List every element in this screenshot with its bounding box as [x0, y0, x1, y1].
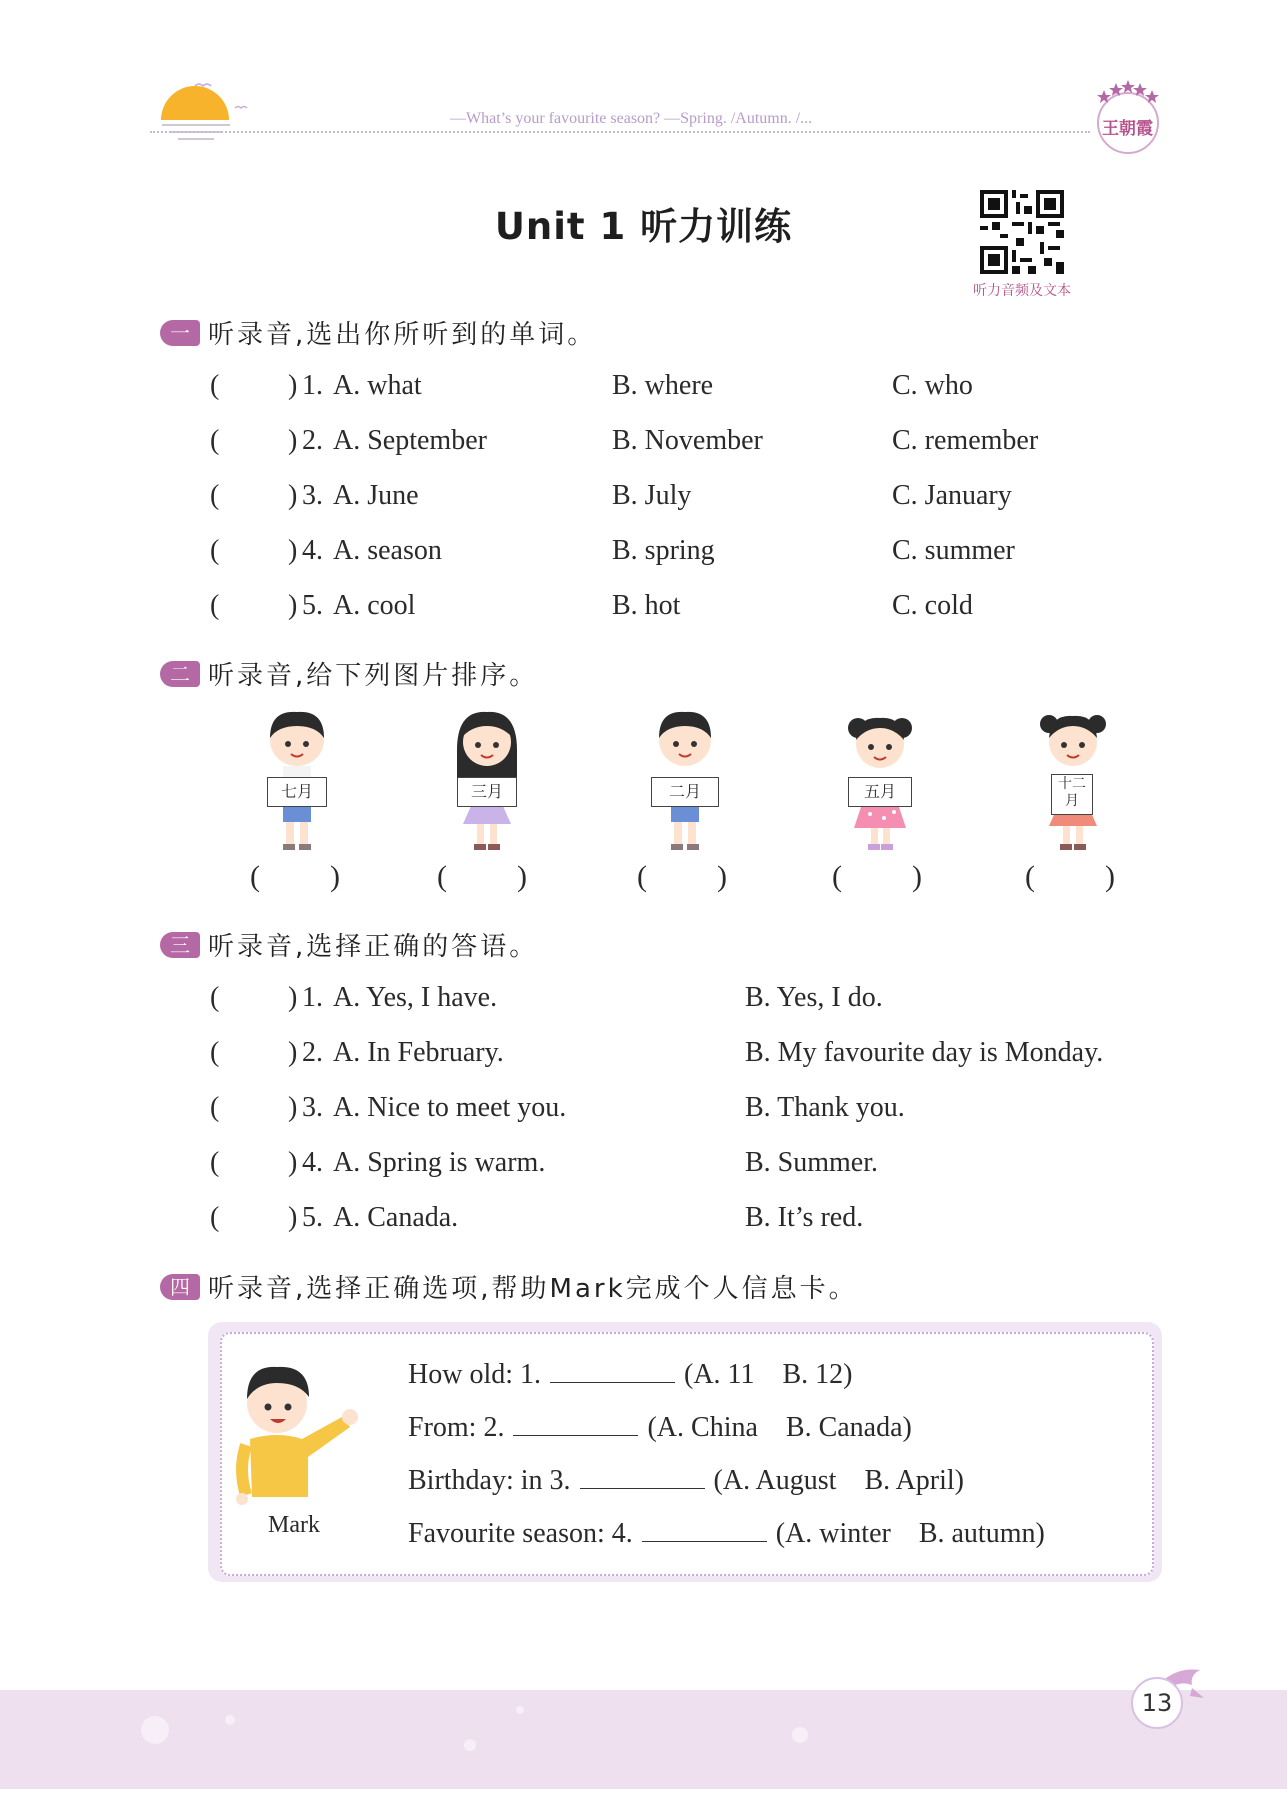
question-number: 5.: [302, 590, 323, 621]
order-paren-close: ): [330, 860, 340, 893]
running-header: —What’s your favourite season? —Spring. /Autumn. /...: [450, 110, 813, 127]
option-c: C. cold: [892, 590, 973, 621]
info-row-from: [408, 1411, 912, 1444]
section-2-badge: 二: [160, 661, 200, 687]
answer-paren-open[interactable]: (: [210, 1147, 220, 1178]
answer-blank[interactable]: [550, 1358, 675, 1383]
option-b: B. Yes, I do.: [745, 982, 883, 1013]
answer-paren-open[interactable]: (: [210, 1202, 220, 1233]
answer-paren-open[interactable]: (: [210, 480, 220, 511]
info-row-age: [408, 1358, 853, 1391]
month-sign: 二月: [651, 777, 719, 807]
option-b: B. spring: [612, 535, 715, 566]
option-a: A. June: [333, 480, 419, 511]
info-options: (A. winter B. autumn): [775, 1518, 1045, 1549]
section-1-instruction: 听录音,选出你所听到的单词。: [208, 320, 597, 350]
option-b: B. Thank you.: [745, 1092, 905, 1123]
info-row-birthday: [408, 1464, 964, 1497]
section-2-instruction: 听录音,给下列图片排序。: [208, 661, 539, 691]
option-b: B. My favourite day is Monday.: [745, 1037, 1104, 1068]
month-sign: 五月: [848, 777, 912, 807]
answer-paren-close: ): [288, 1202, 298, 1233]
answer-paren-close: ): [288, 1037, 298, 1068]
question-number: 4.: [302, 1147, 323, 1178]
info-options: (A. China B. Canada): [647, 1412, 912, 1443]
info-options: (A. August B. April): [713, 1465, 965, 1496]
brand-logo: [1088, 78, 1168, 158]
answer-paren-close: ): [288, 1092, 298, 1123]
option-c: C. January: [892, 480, 1012, 511]
picture-boy-february: [645, 710, 725, 864]
page-footer: [0, 1690, 1287, 1789]
option-c: C. summer: [892, 535, 1015, 566]
order-paren-open[interactable]: (: [637, 860, 647, 893]
order-paren-open[interactable]: (: [250, 860, 260, 893]
month-sign: 七月: [267, 777, 327, 807]
month-sign: 三月: [457, 777, 517, 807]
question-number: 2.: [302, 1037, 323, 1068]
answer-blank[interactable]: [642, 1517, 767, 1542]
option-a: A. Nice to meet you.: [333, 1092, 567, 1123]
option-c: C. remember: [892, 425, 1039, 456]
question-number: 5.: [302, 1202, 323, 1233]
info-label: Favourite season: 4.: [408, 1518, 633, 1549]
answer-paren-open[interactable]: (: [210, 1037, 220, 1068]
header-divider: [150, 131, 1090, 133]
option-a: A. Canada.: [333, 1202, 459, 1233]
section-4-instruction: 听录音,选择正确选项,帮助Mark完成个人信息卡。: [208, 1274, 858, 1304]
option-b: B. hot: [612, 590, 681, 621]
section-1-badge: 一: [160, 320, 200, 346]
month-sign: 十二月: [1051, 774, 1093, 815]
option-b: B. November: [612, 425, 763, 456]
option-b: B. Summer.: [745, 1147, 879, 1178]
answer-paren-close: ): [288, 480, 298, 511]
sunset-logo-icon: [150, 80, 260, 155]
mark-boy-waving-icon: [232, 1365, 362, 1505]
option-c: C. who: [892, 370, 973, 401]
mark-name-label: Mark: [268, 1512, 320, 1538]
order-paren-close: ): [912, 860, 922, 893]
order-paren-open[interactable]: (: [437, 860, 447, 893]
order-paren-open[interactable]: (: [832, 860, 842, 893]
answer-paren-close: ): [288, 982, 298, 1013]
answer-blank[interactable]: [580, 1464, 705, 1489]
option-a: A. September: [333, 425, 487, 456]
page-title: Unit 1 听力训练: [494, 205, 793, 248]
answer-paren-open[interactable]: (: [210, 982, 220, 1013]
answer-paren-open[interactable]: (: [210, 425, 220, 456]
option-a: A. what: [333, 370, 422, 401]
answer-paren-close: ): [288, 425, 298, 456]
bubble-decoration-icon: [0, 1690, 1287, 1789]
answer-paren-close: ): [288, 590, 298, 621]
answer-paren-open[interactable]: (: [210, 590, 220, 621]
option-a: A. cool: [333, 590, 416, 621]
brand-name: 王朝霞: [1102, 119, 1153, 139]
answer-paren-close: ): [288, 535, 298, 566]
qr-caption: 听力音频及文本: [973, 283, 1071, 299]
question-number: 1.: [302, 370, 323, 401]
option-a: A. In February.: [333, 1037, 504, 1068]
option-b: B. July: [612, 480, 692, 511]
picture-boy-july: [257, 710, 337, 864]
question-number: 1.: [302, 982, 323, 1013]
question-number: 2.: [302, 425, 323, 456]
question-number: 4.: [302, 535, 323, 566]
option-a: A. Spring is warm.: [333, 1147, 546, 1178]
qr-code-icon[interactable]: [980, 190, 1064, 274]
order-paren-close: ): [517, 860, 527, 893]
option-a: A. Yes, I have.: [333, 982, 498, 1013]
question-number: 3.: [302, 1092, 323, 1123]
question-number: 3.: [302, 480, 323, 511]
info-options: (A. 11 B. 12): [684, 1359, 853, 1390]
order-paren-close: ): [717, 860, 727, 893]
order-paren-close: ): [1105, 860, 1115, 893]
picture-girl-may: [840, 710, 920, 864]
picture-girl-march: [447, 710, 527, 864]
option-a: A. season: [333, 535, 442, 566]
answer-blank[interactable]: [513, 1411, 638, 1436]
info-label: From: 2.: [408, 1412, 505, 1443]
info-label: How old: 1.: [408, 1359, 541, 1390]
order-paren-open[interactable]: (: [1025, 860, 1035, 893]
answer-paren-open[interactable]: (: [210, 535, 220, 566]
section-3-instruction: 听录音,选择正确的答语。: [208, 932, 539, 962]
option-b: B. It’s red.: [745, 1202, 864, 1233]
info-row-season: [408, 1517, 1045, 1550]
info-label: Birthday: in 3.: [408, 1465, 571, 1496]
section-3-badge: 三: [160, 932, 200, 958]
answer-paren-close: ): [288, 1147, 298, 1178]
answer-paren-open[interactable]: (: [210, 1092, 220, 1123]
picture-girl-december: [1033, 710, 1113, 864]
section-4-badge: 四: [160, 1274, 200, 1300]
answer-paren-close: ): [288, 370, 298, 401]
page-number: 13: [1131, 1677, 1183, 1729]
option-b: B. where: [612, 370, 714, 401]
answer-paren-open[interactable]: (: [210, 370, 220, 401]
